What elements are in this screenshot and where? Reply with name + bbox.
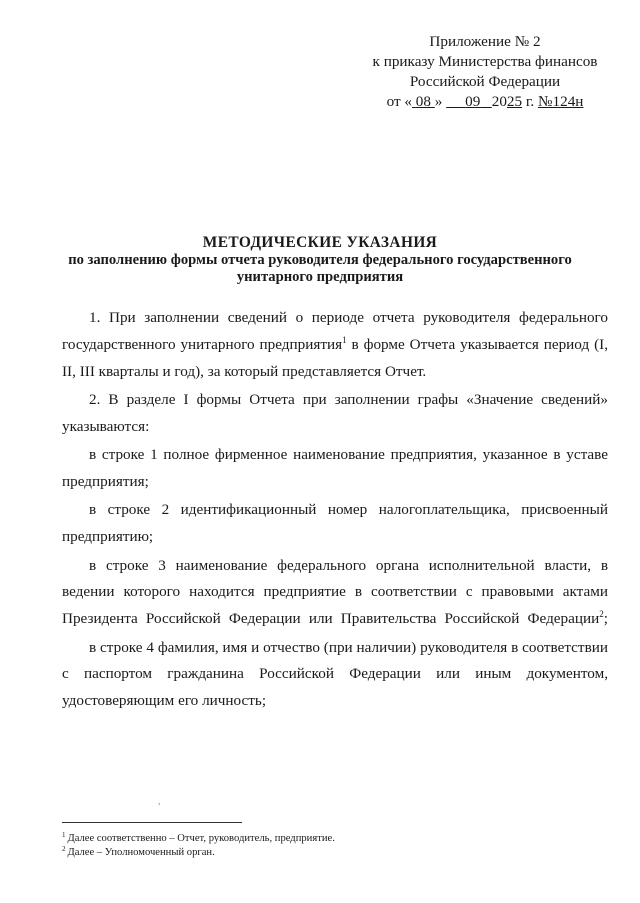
date-day: 08: [415, 93, 431, 110]
document-title: [40, 234, 600, 287]
footnote-ref-2: 2: [599, 609, 604, 620]
date-year-word: г.: [525, 93, 535, 110]
date-month: 09: [465, 93, 481, 110]
paragraph-6: в строке 4 фамилия, имя и отчество (при наличии) руководителя в соответствии с паспортом гражданина Российской Федерации или иным документом, удостоверяющим его личность;: [62, 638, 608, 710]
scan-mark: ,: [158, 796, 161, 806]
footnote-ref-1: 1: [342, 334, 347, 345]
federation-name: Российской Федерации: [409, 73, 561, 90]
paragraph-3: в строке 1 полное фирменное наименование предприятия, указанное в уставе предприятия;: [62, 446, 608, 490]
appendix-number: Приложение № 2: [429, 33, 541, 50]
order-reference: к приказу Министерства финансов: [372, 53, 598, 70]
footnotes: [62, 832, 335, 860]
date-year-prefix: 20: [491, 93, 507, 110]
order-number: №124н: [538, 93, 584, 110]
date-sep: »: [434, 93, 443, 110]
paragraph-5: в строке 3 наименование федерального органа исполнительной власти, в ведении которого находится предприятие в соответствии с правовыми актами Президента Российской Федерации или Правительства Российской Федерации$^2$;: [62, 556, 608, 628]
paragraph-2: 2. В разделе I формы Отчета при заполнении графы «Значение сведений» указываются:: [62, 390, 608, 435]
paragraph-4: в строке 2 идентификационный номер налогоплательщика, присвоенный предприятию;: [62, 501, 608, 546]
footnote-2: $^2$ Далее – Уполномоченный орган.: [62, 845, 215, 858]
footnote-1: $^1$ Далее соответственно – Отчет, руководитель, предприятие.: [62, 831, 335, 844]
footnote-divider: [62, 822, 242, 823]
order-date-line: [360, 92, 610, 112]
date-prefix: от «: [386, 93, 412, 110]
paragraph-1: 1. При заполнении сведений о периоде отчета руководителя федерального государственного унитарного предприятия$^1$ в форме Отчета указывается период (I, II, III кварталы и год), за который представляется Отчет.: [62, 309, 608, 380]
title-sub-2: унитарного предприятия: [236, 269, 404, 285]
appendix-header: [360, 32, 610, 112]
title-sub-1: по заполнению формы отчета руководителя федерального государственного: [68, 251, 572, 268]
title-main: МЕТОДИЧЕСКИЕ УКАЗАНИЯ: [202, 234, 438, 251]
document-body: [62, 305, 608, 715]
date-year-suffix: 25: [506, 93, 523, 110]
